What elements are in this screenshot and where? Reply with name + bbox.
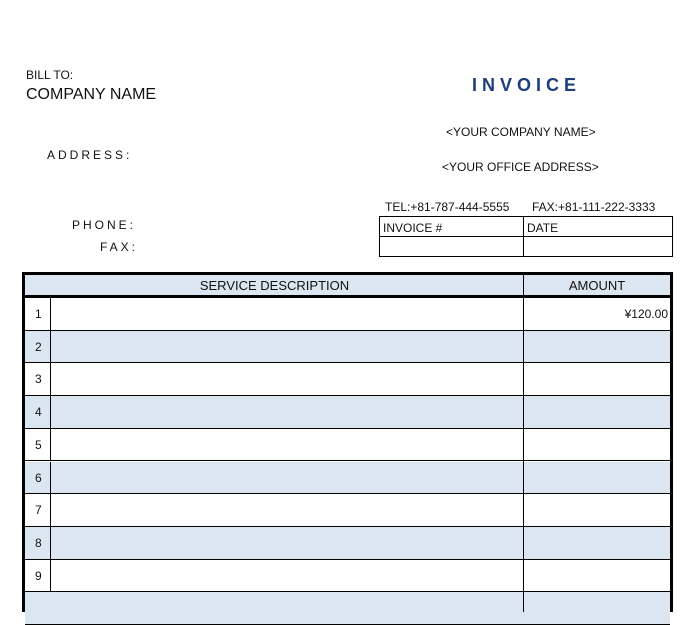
table-row	[25, 462, 670, 495]
table-row	[25, 429, 670, 462]
table-row	[25, 396, 670, 429]
row-number: 9	[35, 568, 42, 583]
row-number-divider	[50, 396, 51, 428]
tel-number: TEL:+81-787-444-5555	[385, 200, 510, 214]
row-number-divider	[50, 560, 51, 592]
fax-label: FAX:	[100, 240, 139, 254]
table-row	[25, 331, 670, 364]
row-number: 5	[35, 437, 42, 452]
row-number-divider	[50, 331, 51, 363]
invoice-number-label: INVOICE #	[383, 221, 443, 235]
table-row	[25, 527, 670, 560]
amount-cell[interactable]: ¥120.00	[624, 307, 668, 321]
phone-label: PHONE:	[72, 218, 137, 232]
row-number-divider	[50, 363, 51, 395]
invoice-info-box	[379, 216, 673, 257]
amount-column-divider	[523, 275, 524, 612]
address-label: ADDRESS:	[47, 148, 133, 162]
row-number: 8	[35, 535, 42, 550]
row-number-divider	[50, 527, 51, 559]
table-row	[25, 494, 670, 527]
row-number: 3	[35, 372, 42, 387]
row-number-divider	[50, 429, 51, 461]
your-company-name: <YOUR COMPANY NAME>	[446, 125, 596, 139]
row-number: 4	[35, 405, 42, 420]
bill-to-label: BILL TO:	[26, 68, 74, 82]
row-number-divider	[50, 298, 51, 330]
table-header	[25, 275, 670, 298]
service-table	[22, 272, 673, 612]
table-row	[25, 592, 670, 625]
invoice-title: INVOICE	[472, 75, 582, 95]
service-description-header: SERVICE DESCRIPTION	[199, 278, 350, 293]
row-number: 7	[35, 503, 42, 518]
your-office-address: <YOUR OFFICE ADDRESS>	[442, 160, 599, 174]
row-number: 1	[35, 307, 42, 321]
info-column-divider	[523, 217, 524, 256]
row-number-divider	[50, 462, 51, 494]
table-row	[25, 560, 670, 593]
info-divider	[380, 236, 672, 237]
row-number: 2	[35, 339, 42, 354]
row-number: 6	[35, 470, 42, 485]
table-row	[25, 363, 670, 396]
row-number-divider	[50, 494, 51, 526]
company-name: COMPANY NAME	[26, 86, 157, 103]
date-label: DATE	[527, 221, 559, 235]
table-row	[25, 298, 670, 331]
amount-header: AMOUNT	[568, 278, 626, 293]
fax-number: FAX:+81-111-222-3333	[532, 200, 656, 214]
